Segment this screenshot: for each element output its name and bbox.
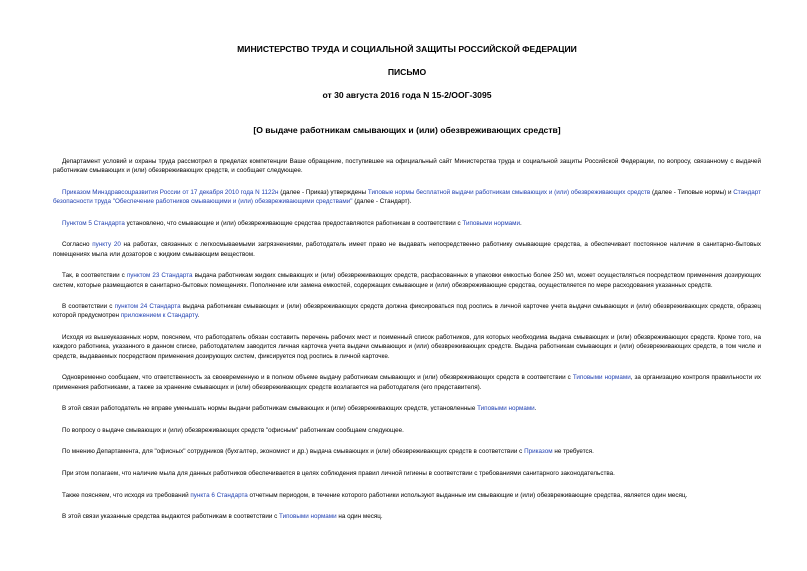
document-link[interactable]: пункта 6 Стандарта [190,491,248,499]
paragraph-text: В этой связи указанные средства выдаются работникам в соответствии с [62,513,280,521]
ministry-title: МИНИСТЕРСТВО ТРУДА И СОЦИАЛЬНОЙ ЗАЩИТЫ РОССИЙСКОЙ ФЕДЕРАЦИИ [237,44,577,54]
paragraph-text: (далее - Стандарт). [352,198,412,206]
document-link[interactable]: пункту 20 [92,241,121,249]
paragraph-text: установлено, что смывающие и (или) обезвреживающие средства предоставляются работникам в соответствии с [124,219,463,227]
paragraph [53,302,761,321]
document-body [53,157,761,521]
paragraph-text: на один месяц. [336,513,383,521]
paragraph [53,188,761,207]
paragraph-text: Согласно [62,241,93,249]
paragraph-text: Одновременно сообщаем, что ответственность за своевременную и в полном объеме выдачу работникам смывающих и (или) обезвреживающих средств в соответствии с [62,374,573,382]
paragraph-text: Исходя из вышеуказанных норм, поясняем, что работодатель обязан составить перечень рабочих мест и поименный список работников, для которых необходима выдача смывающих и (или) обезвреживающих средств. Кроме того, на каждого работника, указанного в данном списке, работодателем заводится личная карточка учета выдачи смывающих и (или) обезвреживающих средств. Выдача работникам смывающих и (или) обезвреживающих средств, в том числе и средств, выдаваемых посредством применения дозирующих систем, фиксируется под роспись в личной карточке. [53,334,761,360]
paragraph-text: на работах, связанных с легкосмываемыми загрязнениями, работодатель имеет право не выдавать непосредственно работнику смывающие средства, а обеспечивает постоянное наличие в санитарно-бытовых помещениях мыла или дозаторов с жидким смывающим веществом. [53,241,762,258]
document-link[interactable]: пунктом 23 Стандарта [126,272,193,280]
paragraph-text: отчетным периодом, в течение которого работники используют выданные им смывающие и (или) обезвреживающие средства, является один месяц. [247,491,688,499]
document-link[interactable]: Типовыми нормами [572,374,631,382]
paragraph [53,157,761,176]
document-link[interactable]: Типовыми нормами [279,513,337,521]
document-link[interactable]: приложением к Стандарту [120,312,198,320]
paragraph [53,426,761,435]
paragraph-text: Департамент условий и охраны труда рассмотрел в пределах компетенции Ваше обращение, поступившее на официальный сайт Министерства труда и социальной защиты Российской Федерации, по вопросу, связанному с выдачей работникам смывающих и (или) обезвреживающих средств, и сообщает следующее. [53,158,761,175]
document-type: ПИСЬМО [387,67,427,77]
paragraph [53,271,761,290]
paragraph [53,469,761,478]
paragraph [53,240,761,259]
document-link[interactable]: Стандарт безопасности труда "Обеспечение работников смывающими и (или) обезвреживающими средствами" [53,188,762,206]
document-link[interactable]: Пунктом 5 Стандарта [62,219,125,227]
paragraph-text: . [197,312,200,320]
paragraph [53,373,761,392]
paragraph-text: . [520,219,522,227]
paragraph [53,333,761,361]
document-link[interactable]: Типовыми нормами [462,219,521,227]
paragraph-text: (далее - Типовые нормы) и [650,188,734,196]
paragraph-text: В этой связи работодатель не вправе уменьшать нормы выдачи работникам смывающих и (или) обезвреживающих средств, установленные [62,405,478,413]
document-link[interactable]: Типовыми нормами [477,405,535,413]
paragraph-text: При этом полагаем, что наличие мыла для данных работников обеспечивается в целях соблюдения правил личной гигиены в соответствии с требованиями санитарного законодательства. [62,469,615,477]
document-link[interactable]: пунктом 24 Стандарта [114,303,181,311]
paragraph [53,404,761,413]
paragraph-text: Так, в соответствии с [62,272,127,280]
paragraph [53,491,761,500]
paragraph [53,512,761,521]
paragraph-text: По вопросу о выдаче смывающих и (или) обезвреживающих средств "офисным" работникам сообщаем следующее. [62,426,404,434]
paragraph-text: По мнению Департамента, для "офисных" сотрудников (бухгалтер, экономист и др.) выдача смывающих и (или) обезвреживающих средств в соответствии с [62,448,525,456]
paragraph-text: выдача работникам смывающих и (или) обезвреживающих средств должна фиксироваться под роспись в личной карточке учета выдачи смывающих и (или) обезвреживающих средств, образец которой предусмотрен [53,303,761,320]
paragraph [53,447,761,456]
paragraph-text: не требуется. [552,448,594,456]
paragraph-text: выдача работникам жидких смывающих и (или) обезвреживающих средств, расфасованных в упаковки емкостью более 250 мл, может осуществляться посредством применения дозирующих систем, которые размещаются в санитарно-бытовых помещениях. Пополнение или замена емкостей, содержащих смывающие и (или) обезвреживающие средства, осуществляется по мере расходования указанных средств. [53,272,761,289]
document-link[interactable]: Приказом Минздравсоцразвития России от 17 декабря 2010 года N 1122н [62,188,279,196]
document-link[interactable]: Приказом [524,448,553,456]
paragraph-text: Также поясняем, что исходя из требований [62,491,191,499]
document-link[interactable]: Типовые нормы бесплатной выдачи работникам смывающих и (или) обезвреживающих средств [367,188,651,196]
paragraph-text: . [534,405,537,413]
paragraph-text: , за организацию контроля правильности их применения работниками, а также за хранение смывающих и (или) обезвреживающих средств возлагается на работодателя (его представителя). [53,374,761,391]
paragraph [53,219,761,228]
paragraph-text: В соответствии с [62,303,115,311]
document-subject: [О выдаче работникам смывающих и (или) обезвреживающих средств] [253,125,561,135]
document-date-number: от 30 августа 2016 года N 15-2/ООГ-3095 [322,90,492,100]
paragraph-text: (далее - Приказ) утверждены [278,188,368,196]
